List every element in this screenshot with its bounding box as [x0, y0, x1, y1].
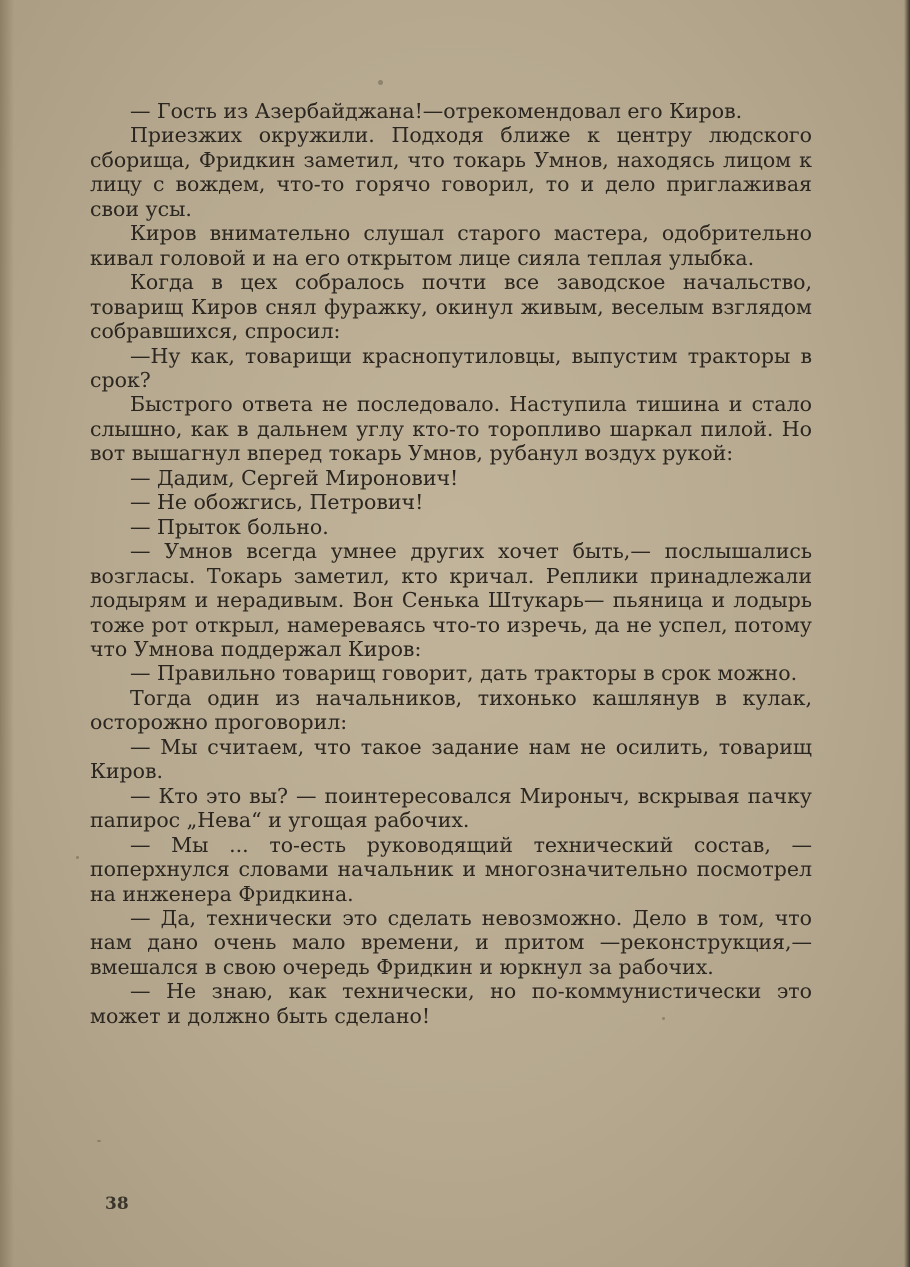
paragraph: — Мы ... то-есть руководящий технический состав, — поперхнулся словами начальник и многозначительно посмотрел на инженера Фридкина.: [90, 832, 812, 906]
body-text: [90, 99, 812, 1028]
paragraph: Киров внимательно слушал старого мастера, одобрительно кивал головой и на его открытом лице сияла теплая улыбка.: [90, 221, 812, 270]
paragraph: — Кто это вы? — поинтересовался Мироныч, вскрывая пачку папирос „Нева“ и угощая рабочих.: [90, 783, 812, 833]
paper-speck: [97, 1140, 101, 1142]
paragraph: Приезжих окружили. Подходя ближе к центру людского сборища, Фридкин заметил, что токарь Умнов, находясь лицом к лицу с вождем, что-то горячо говорил, то и дело приглаживая свои усы.: [90, 123, 812, 221]
paragraph: — Дадим, Сергей Миронович!: [130, 465, 459, 490]
paper-speck: [378, 80, 383, 85]
paragraph: — Не обожгись, Петрович!: [130, 490, 424, 515]
paragraph: Когда в цех собралось почти все заводское начальство, товарищ Киров снял фуражку, окинул живым, веселым взглядом собравшихся, спросил:: [90, 270, 812, 344]
page-right-shadow: [904, 0, 910, 1267]
paragraph: — Не знаю, как технически, но по-коммунистически это может и должно быть сделано!: [90, 979, 812, 1028]
page-number: 38: [105, 1194, 129, 1214]
paragraph: — Да, технически это сделать невозможно. Дело в том, что нам дано очень мало времени, и притом —реконструкция,— вмешался в свою очередь Фридкин и юркнул за рабочих.: [90, 905, 812, 979]
paper-speck: [76, 856, 79, 859]
paragraph: — Правильно товарищ говорит, дать тракторы в срок можно.: [130, 661, 798, 686]
paragraph: —Ну как, товарищи краснопутиловцы, выпустим тракторы в срок?: [90, 343, 812, 392]
paragraph: — Умнов всегда умнее других хочет быть,— послышались возгласы. Токарь заметил, кто кричал. Реплики принадлежали лодырям и нерадивым. Вон Сенька Штукарь— пьяница и лодырь тоже рот открыл, намереваясь что-то изречь, да не успел, потому что Умнова поддержал Киров:: [90, 539, 812, 661]
paragraph: Тогда один из начальников, тихонько кашлянув в кулак, осторожно проговорил:: [90, 685, 812, 735]
paragraph: — Мы считаем, что такое задание нам не осилить, товарищ Киров.: [90, 734, 812, 784]
paragraph: — Гость из Азербайджана!—отрекомендовал его Киров.: [130, 99, 743, 123]
paragraph: — Прыток больно.: [130, 514, 329, 539]
page-left-shadow: [0, 0, 14, 1267]
paragraph: Быстрого ответа не последовало. Наступила тишина и стало слышно, как в дальнем углу кто-то торопливо шаркал пилой. Но вот вышагнул вперед токарь Умнов, рубанул воздух рукой:: [90, 392, 812, 466]
